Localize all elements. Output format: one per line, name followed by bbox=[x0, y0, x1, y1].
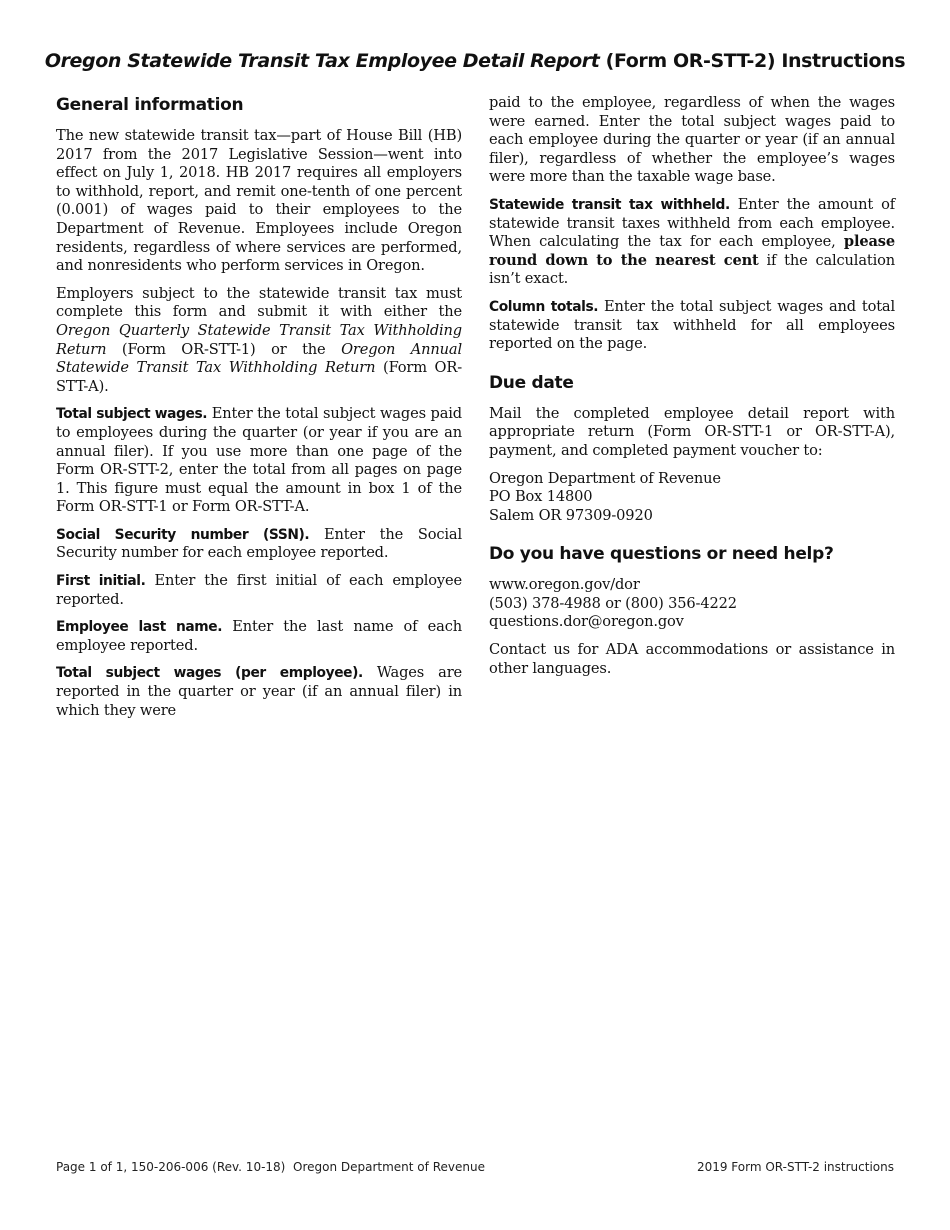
employee-last-name-item: Employee last name. Enter the last name of each employee reported. bbox=[56, 618, 462, 654]
contact-info bbox=[489, 576, 895, 632]
total-subject-wages-label: Total subject wages. bbox=[56, 406, 208, 423]
footer-page-number: Page 1 of 1, 150-206-006 (Rev. 10-18) bbox=[56, 1160, 286, 1174]
phone-numbers: (503) 378-4988 or (800) 356-4222 bbox=[489, 594, 737, 612]
annual-return-title: Oregon Annual Statewide Transit Tax Withholding Return bbox=[56, 340, 462, 377]
per-employee-wages-item-start: Total subject wages (per employee). Wages are reported in the quarter or year (if an annual filer) in which they were bbox=[56, 664, 463, 719]
ssn-item: Social Security number (SSN). Enter the Social Security number for each employee reported. bbox=[56, 525, 462, 562]
mailing-address bbox=[489, 470, 895, 526]
title-italic: Oregon Statewide Transit Tax Employee Detail Report bbox=[44, 50, 600, 72]
ada-text: Contact us for ADA accommodations or assistance in other languages. bbox=[489, 641, 895, 677]
tax-withheld-label: Statewide transit tax withheld. bbox=[489, 196, 730, 213]
general-paragraph-1: The new statewide transit tax—part of House Bill (HB) 2017 from the 2017 Legislative Session—went into effect on July 1, 2018. HB 2017 requires all employers to withhold, report, and remit one-tenth of one percent (0.001) of wages paid to their employees to the Department of Revenue. Employees include Oregon residents, regardless of where services are performed, and nonresidents who perform services in Oregon. bbox=[56, 127, 462, 275]
column-totals-item: Column totals. Enter the total subject wages and total statewide transit tax withheld for all employees reported on the page. bbox=[489, 297, 895, 353]
tax-withheld-item: Statewide transit tax withheld. Enter the amount of statewide transit taxes withheld from each employee. When calculating the tax for each employee, please round down to the nearest cent if the calculation isn’t exact. bbox=[489, 195, 895, 288]
due-date-text: Mail the completed employee detail report with appropriate return (Form OR-STT-1 or OR-STT-A), payment, and completed payment voucher to: bbox=[489, 404, 895, 459]
due-date-heading: Due date bbox=[489, 372, 574, 393]
first-initial-label: First initial. bbox=[56, 573, 146, 590]
general-paragraph-2: Employers subject to the statewide transit tax must complete this form and submit it with either the Oregon Quarterly Statewide Transit Tax Withholding Return (Form OR-STT-1) or the Oregon Annual Statewide Transit Tax Withholding Return (Form OR-STT-A). bbox=[56, 284, 462, 395]
address-line-2: PO Box 14800 bbox=[489, 488, 593, 506]
address-line-3: Salem OR 97309-0920 bbox=[489, 506, 653, 524]
page-title bbox=[0, 50, 950, 72]
address-line-1: Oregon Department of Revenue bbox=[489, 469, 721, 487]
total-subject-wages-item: Total subject wages. Enter the total subject wages paid to employees during the quarter (or year if you are an annual filer). If you use more than one page of the Form OR-STT-2, enter the total from all pages on page 1. This figure must equal the amount in box 1 of the Form OR-STT-1 or Form OR-STT-A. bbox=[56, 405, 463, 516]
round-down-instruction: please round down to the nearest cent bbox=[489, 233, 895, 269]
column-totals-label: Column totals. bbox=[489, 298, 599, 315]
employee-last-name-label: Employee last name. bbox=[56, 619, 223, 636]
footer-form-name: 2019 Form OR-STT-2 instructions bbox=[696, 1160, 894, 1174]
help-heading: Do you have questions or need help? bbox=[489, 544, 834, 565]
right-column bbox=[489, 94, 895, 687]
ssn-label: Social Security number (SSN). bbox=[56, 526, 310, 543]
website-link[interactable]: www.oregon.gov/dor bbox=[489, 576, 640, 594]
per-employee-wages-item-cont: paid to the employee, regardless of when the wages were earned. Enter the total subject wages paid to each employee during the quarter or year (if an annual filer), regardless of whether the employee’s wages were more than the taxable wage base. bbox=[489, 94, 895, 186]
footer-agency: Oregon Department of Revenue bbox=[293, 1160, 485, 1174]
general-information-heading: General information bbox=[56, 95, 244, 115]
email-link[interactable]: questions.dor@oregon.gov bbox=[489, 613, 684, 631]
quarterly-return-title: Oregon Quarterly Statewide Transit Tax Withholding Return bbox=[56, 321, 462, 358]
first-initial-item: First initial. Enter the first initial of each employee reported. bbox=[56, 572, 463, 608]
left-column bbox=[56, 94, 462, 729]
title-regular: (Form OR-STT-2) Instructions bbox=[599, 50, 906, 72]
